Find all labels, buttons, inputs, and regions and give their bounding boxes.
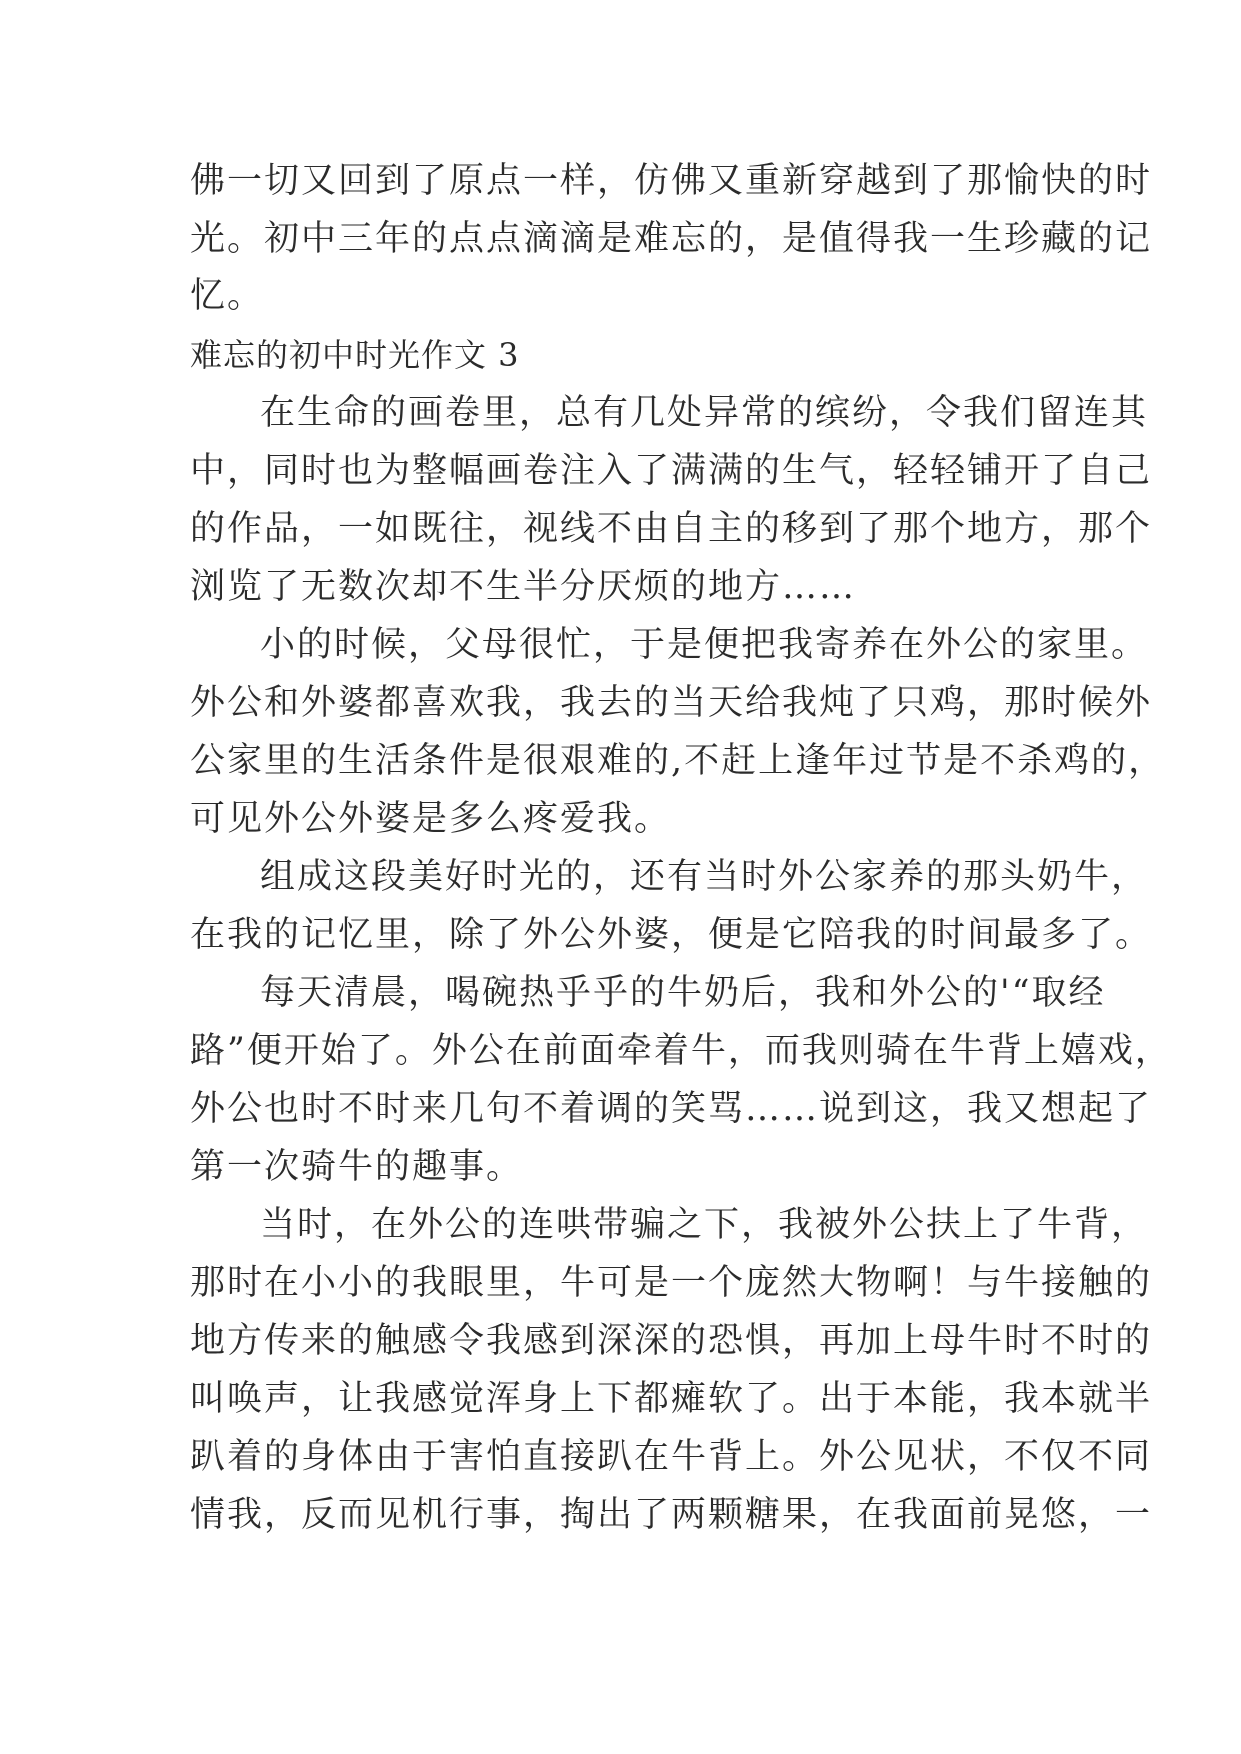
text-line: 在我的记忆里，除了外公外婆，便是它陪我的时间最多了。	[190, 915, 1153, 955]
text-line: 可见外公外婆是多么疼爱我。	[190, 799, 672, 839]
text-line: 外公也时不时来几句不着调的笑骂……说到这，我又想起了	[190, 1089, 1153, 1129]
text-line: 公家里的生活条件是很艰难的,不赶上逢年过节是不杀鸡的，	[190, 741, 1166, 781]
text-line: 当时，在外公的连哄带骗之下，我被外公扶上了牛背，	[260, 1205, 1149, 1245]
text-line: 浏览了无数次却不生半分厌烦的地方……	[190, 567, 857, 607]
text-line: 路”便开始了。外公在前面牵着牛，而我则骑在牛背上嬉戏，	[190, 1031, 1172, 1071]
text-line: 第一次骑牛的趣事。	[190, 1147, 524, 1187]
text-line: 外公和外婆都喜欢我，我去的当天给我炖了只鸡，那时候外	[190, 683, 1153, 723]
text-line: 小的时候，父母很忙，于是便把我寄养在外公的家里。	[260, 625, 1149, 665]
text-line: 忆。	[190, 276, 265, 316]
section-heading: 难忘的初中时光作文 3	[190, 336, 520, 374]
text-line: 趴着的身体由于害怕直接趴在牛背上。外公见状，不仅不同	[190, 1437, 1153, 1477]
text-line: 在生命的画卷里，总有几处异常的缤纷，令我们留连其	[260, 393, 1149, 433]
text-line: 叫唤声，让我感觉浑身上下都瘫软了。出于本能，我本就半	[190, 1379, 1153, 1419]
text-line: 每天清晨，喝碗热乎乎的牛奶后，我和外公的'“取经	[260, 973, 1106, 1013]
text-line: 的作品，一如既往，视线不由自主的移到了那个地方，那个	[190, 509, 1153, 549]
text-line: 情我，反而见机行事，掏出了两颗糖果，在我面前晃悠，一	[190, 1495, 1153, 1535]
text-line: 中，同时也为整幅画卷注入了满满的生气，轻轻铺开了自己	[190, 451, 1153, 491]
text-line: 地方传来的触感令我感到深深的恐惧，再加上母牛时不时的	[190, 1321, 1153, 1361]
text-line: 那时在小小的我眼里，牛可是一个庞然大物啊！与牛接触的	[190, 1263, 1153, 1303]
text-line: 佛一切又回到了原点一样，仿佛又重新穿越到了那愉快的时	[190, 161, 1153, 201]
text-line: 组成这段美好时光的，还有当时外公家养的那头奶牛，	[260, 857, 1149, 897]
text-line: 光。初中三年的点点滴滴是难忘的，是值得我一生珍藏的记	[190, 219, 1153, 259]
